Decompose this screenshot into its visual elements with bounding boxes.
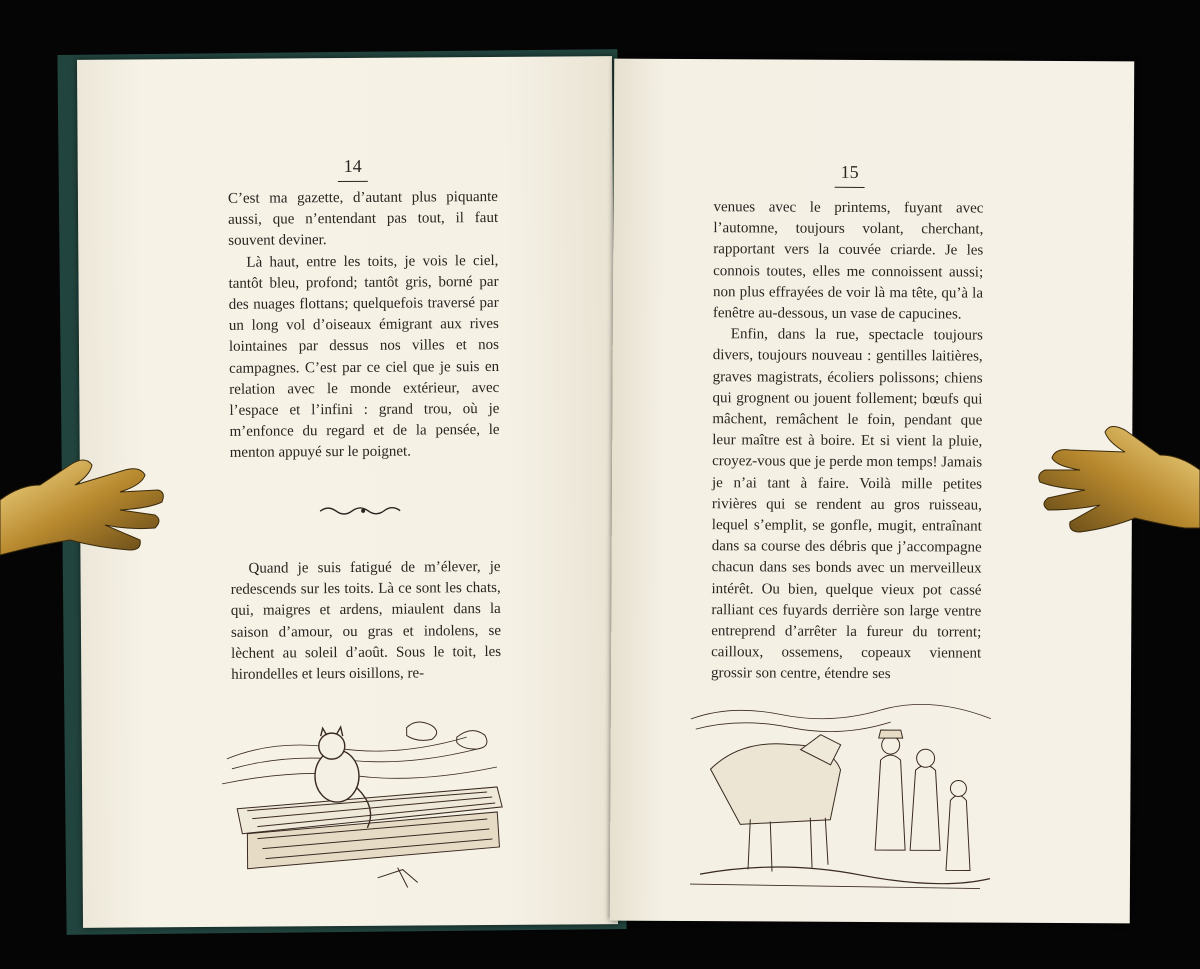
paragraph: venues avec le printems, fuyant avec l’automne, toujours volant, cherchant, rapportant vers la couvée criarde. Je les connois toutes, elles me connoissent aussi; non plus effrayées de voir là ma tête, qu’à la fenêtre au-dessous, un vase de capucines. xyxy=(712,199,984,323)
paragraph: C’est ma gazette, d’autant plus piquante aussi, que n’entendant pas tout, il faut souvent deviner. xyxy=(227,188,499,250)
page-number: 14 xyxy=(333,156,373,182)
right-page-text xyxy=(711,197,984,686)
paragraph: Là haut, entre les toits, je vois le ciel, tantôt bleu, profond; tantôt gris, borné par des nuages flottans; quelquefois traversé par un long vol d’oiseaux émigrant aux rives lointaines par dessus nos villes et nos campagnes. C’est par ce ciel que je suis en relation avec le monde extérieur, avec l’espace et l’infini : grand trou, où je m’enfonce du regard et de la pensée, le menton appuyé sur le poignet. xyxy=(228,252,500,462)
street-scene-illustration xyxy=(680,699,1001,901)
brass-hand-right xyxy=(1030,410,1200,570)
left-page-text-2 xyxy=(230,557,501,686)
paragraph: Enfin, dans la rue, spectacle toujours divers, toujours nouveau : gentilles laitières, graves magistrats, écoliers polissons; chiens qui grognent ou jouent follement; bœufs qui mâchent, remâchent le foin, pendant que leur maître est à boire. Et si vient la pluie, croyez-vous que je perde mon temps! Jamais je n’ai tant à faire. Voilà mille petites rivières qui se rendent au gros ruisseau, lequel s’emplit, se gonfle, mugit, entraînant dans sa course des débris que j’accompagne chacun dans ses bonds avec un merveilleux intérêt. Ou bien, quelque vieux pot cassé ralliant ces fuyards derrière son large ventre entreprend d’arrêter la fureur du torrent; cailloux, ossemens, copeaux viennent grossir son centre, étendre ses xyxy=(710,326,983,683)
paragraph: Quand je suis fatigué de m’élever, je redescends sur les toits. Là ce sont les chats, qui, maigres et ardens, miaulent dans la saison d’amour, ou gras et indolens, se lèchent au soleil d’août. Sous le toit, les hirondelles et leurs oisillons, re- xyxy=(230,558,502,683)
brass-hand-left xyxy=(0,430,170,590)
cat-on-roof-illustration xyxy=(216,697,517,889)
page-number: 15 xyxy=(830,162,870,188)
ornament-divider xyxy=(318,504,408,519)
left-page-text xyxy=(228,187,500,465)
